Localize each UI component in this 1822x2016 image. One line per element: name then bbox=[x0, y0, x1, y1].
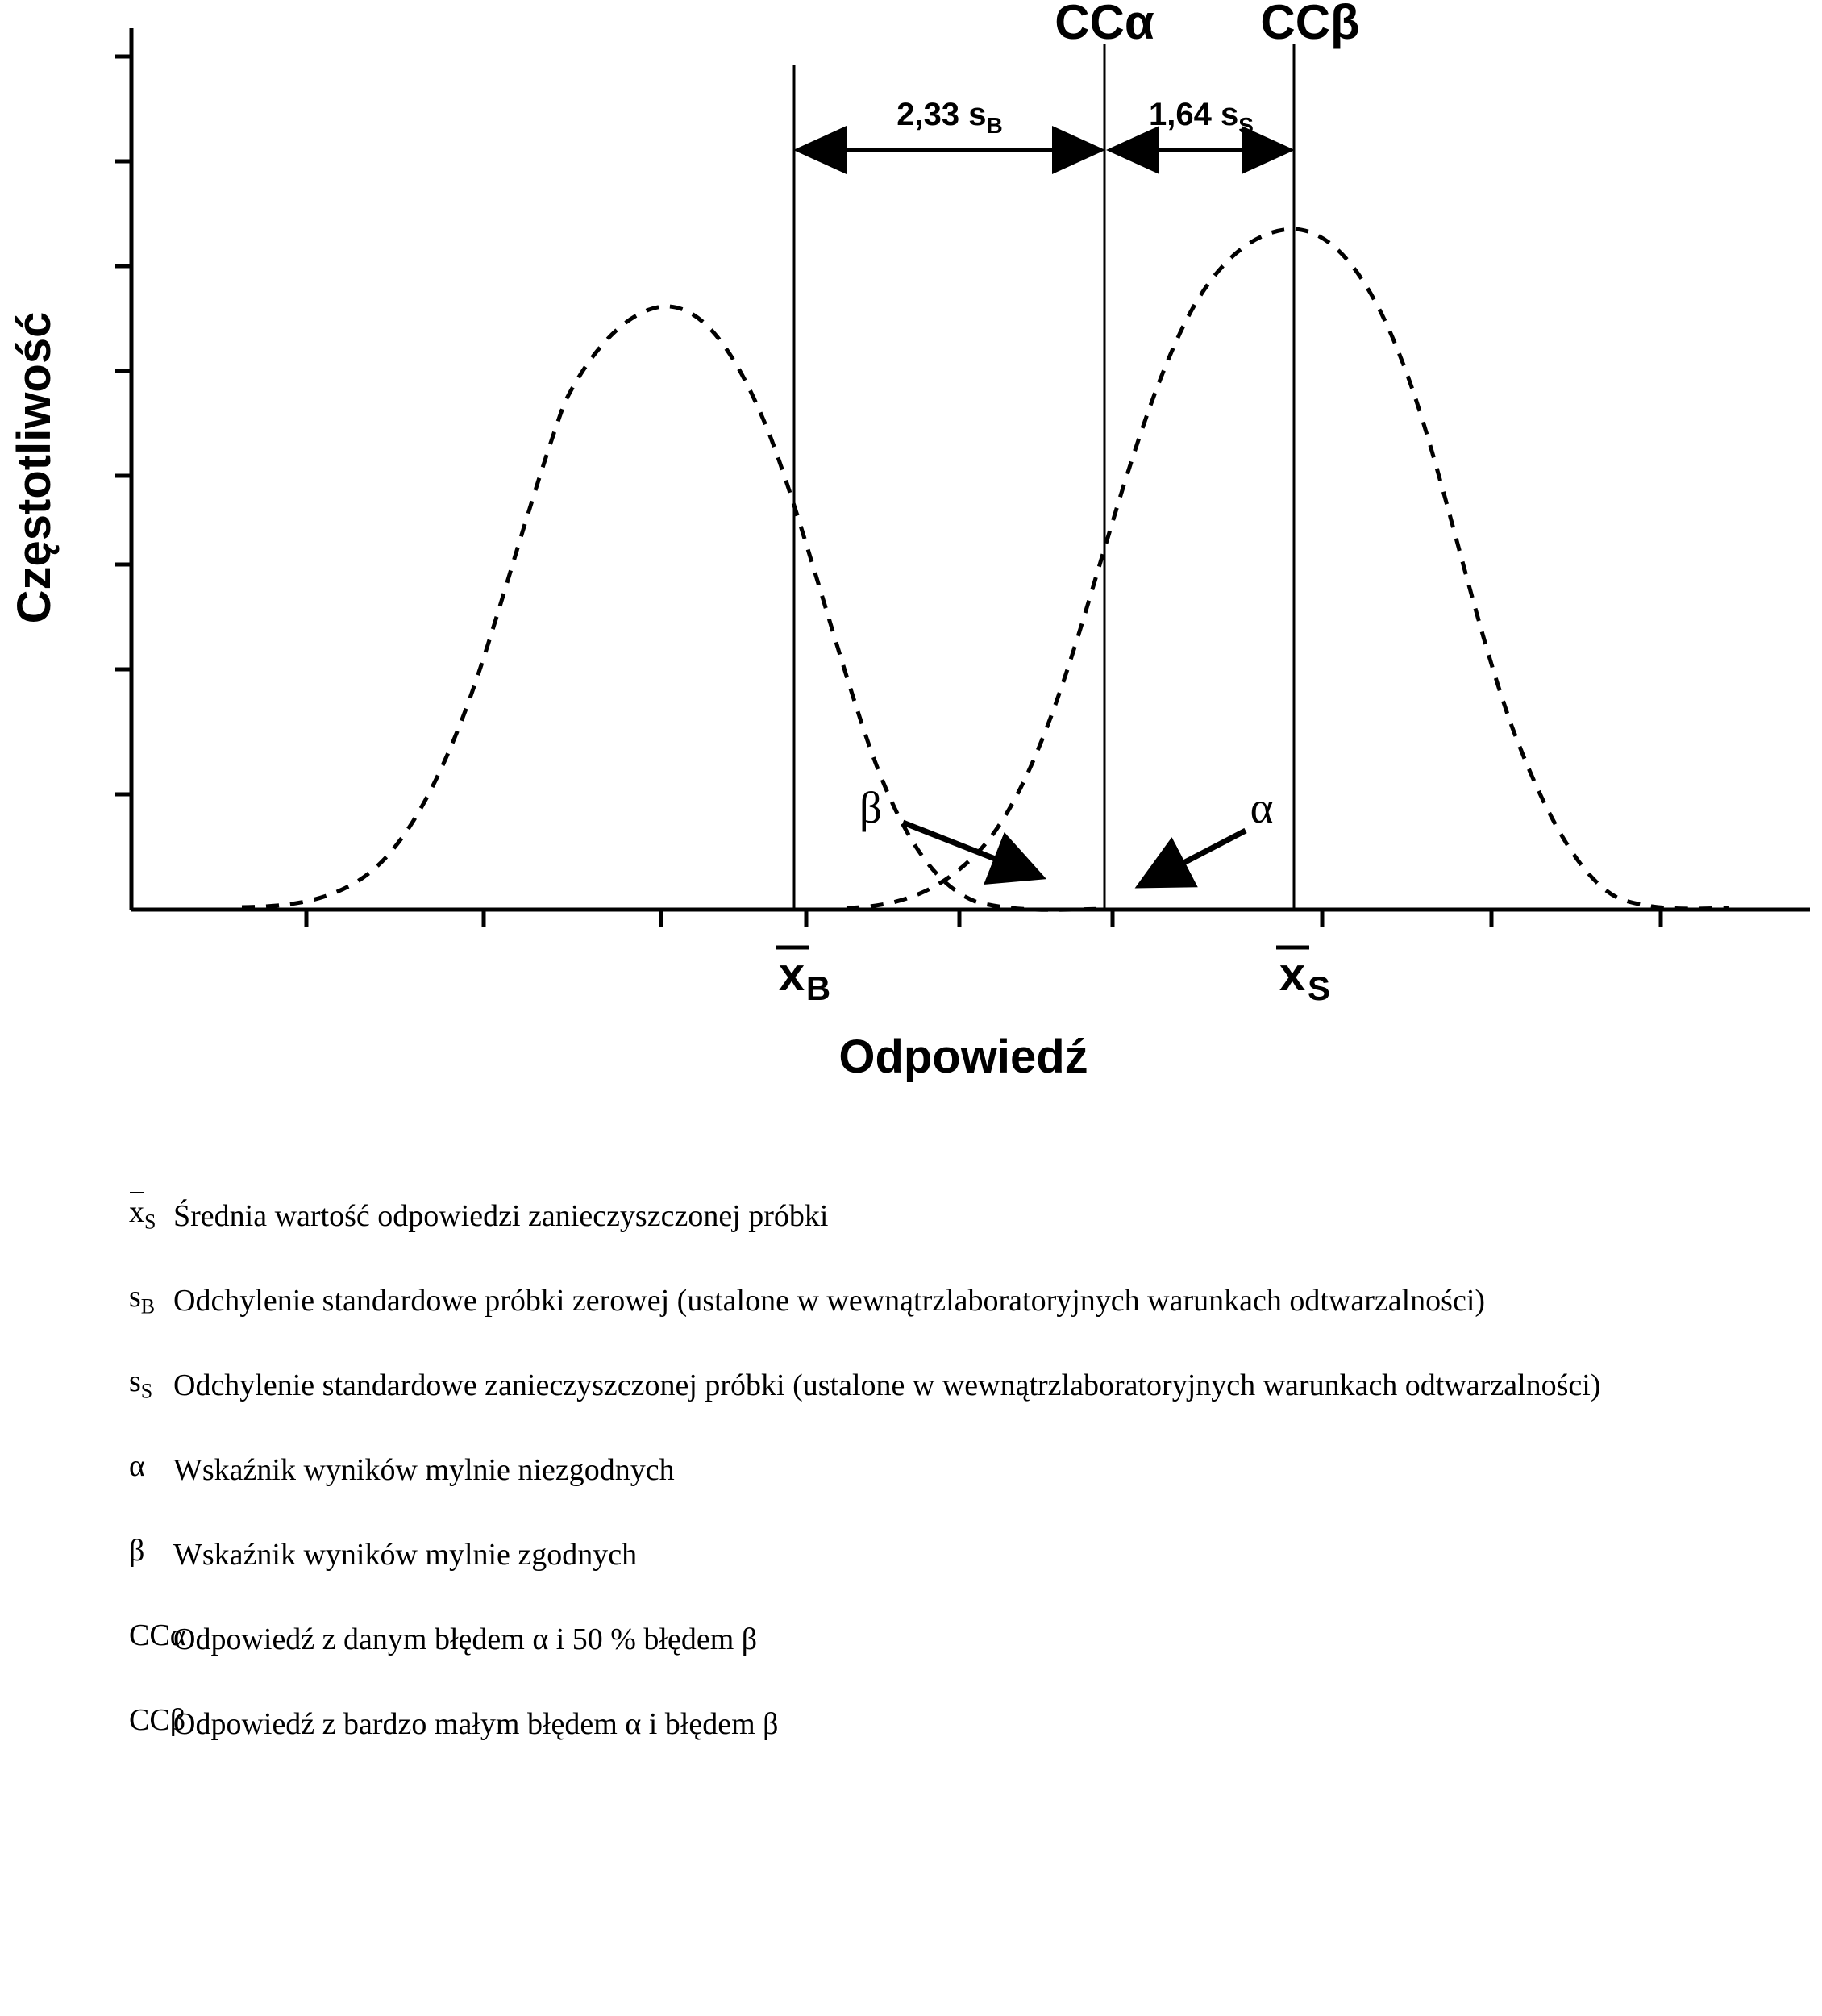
legend-item-ss bbox=[0, 1363, 1822, 1409]
legend-item-xs bbox=[0, 1193, 1822, 1239]
svg-text:x: x bbox=[778, 948, 805, 1001]
y-axis-ticks bbox=[115, 56, 131, 794]
legend-definition-cc-alpha: Odpowiedź z danym błędem α i 50 % błędem β bbox=[173, 1622, 758, 1656]
x-axis-title: Odpowiedź bbox=[838, 1031, 1088, 1083]
legend-definition-cc-beta: Odpowiedź z bardzo małym błędem α i błędem β bbox=[173, 1707, 779, 1741]
legend-item-cc-beta bbox=[0, 1702, 1822, 1747]
legend-item-alpha bbox=[0, 1447, 1822, 1493]
legend-symbol-cc-alpha: CCα bbox=[129, 1618, 186, 1652]
xs-tick-label bbox=[1276, 948, 1330, 1007]
legend-symbol-xs: $x_S$ bbox=[129, 1195, 156, 1234]
svg-text:B: B bbox=[805, 969, 831, 1007]
cc-alpha-top-label: CCα bbox=[1055, 0, 1154, 49]
legend-definition-xs: Średnia wartość odpowiedzi zanieczyszczonej próbki bbox=[173, 1199, 829, 1233]
x-axis-ticks bbox=[306, 910, 1661, 927]
legend-symbol-ss: $s_S$ bbox=[129, 1364, 153, 1403]
legend-symbol-alpha: α bbox=[129, 1449, 145, 1483]
alpha-annotation-arrow bbox=[1145, 831, 1246, 883]
spiked-distribution-curve bbox=[847, 229, 1729, 909]
xb-tick-label bbox=[776, 948, 830, 1007]
legend-definition-ss: Odchylenie standardowe zanieczyszczonej próbki (ustalone w wewnątrzlaboratoryjnych warunkach odtwarzalności) bbox=[173, 1368, 1601, 1402]
y-axis-title: Częstotliwość bbox=[8, 311, 60, 624]
legend-item-sb bbox=[0, 1278, 1822, 1324]
legend-item-cc-alpha bbox=[0, 1617, 1822, 1663]
legend-definition-sb: Odchylenie standardowe próbki zerowej (ustalone w wewnątrzlaboratoryjnych warunkach odtwarzalności) bbox=[173, 1284, 1486, 1318]
svg-text:x: x bbox=[1279, 948, 1306, 1001]
legend-definition-beta: Wskaźnik wyników mylnie zgodnych bbox=[173, 1538, 638, 1572]
span-label-left: 2,33 $s_B$ bbox=[896, 97, 1003, 138]
cc-beta-top-label: CCβ bbox=[1260, 0, 1360, 49]
blank-distribution-curve bbox=[242, 306, 1104, 910]
symbol-definition-list bbox=[0, 1193, 1822, 1786]
alpha-annotation-label: α bbox=[1250, 783, 1274, 832]
legend-definition-alpha: Wskaźnik wyników mylnie niezgodnych bbox=[173, 1453, 675, 1487]
legend-symbol-sb: $s_B$ bbox=[129, 1280, 156, 1318]
span-label-right: 1,64 $s_S$ bbox=[1149, 97, 1254, 138]
legend-symbol-beta: β bbox=[129, 1534, 145, 1568]
svg-text:S: S bbox=[1307, 969, 1331, 1007]
legend-item-beta bbox=[0, 1532, 1822, 1578]
beta-annotation-label: β bbox=[859, 783, 882, 832]
beta-annotation-arrow bbox=[903, 823, 1036, 875]
legend-symbol-cc-beta: CCβ bbox=[129, 1703, 186, 1737]
